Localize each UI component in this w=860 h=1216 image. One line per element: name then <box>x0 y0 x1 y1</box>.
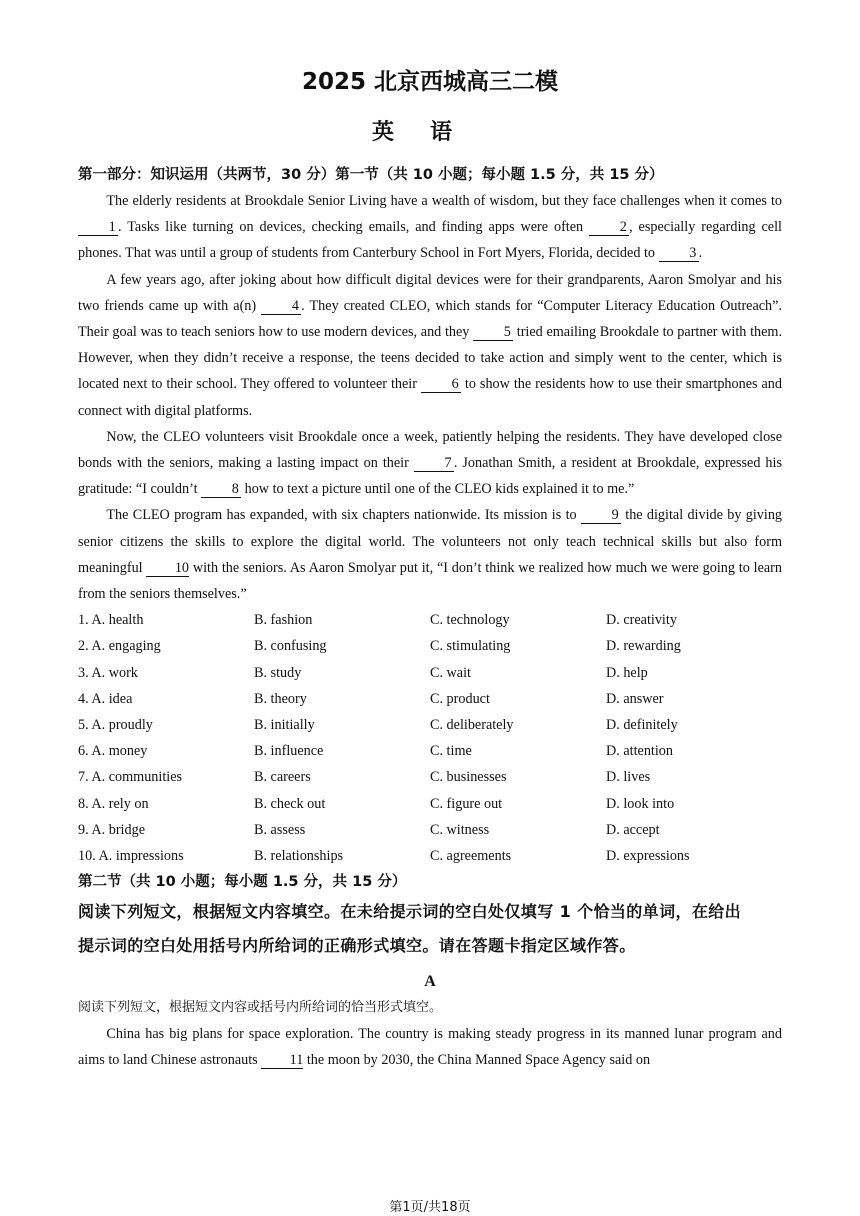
subject-title <box>78 116 782 150</box>
option-c: C. agreements <box>430 848 512 865</box>
option-b: B. fashion <box>254 612 313 629</box>
blank-3: 3 <box>659 245 699 262</box>
option-c: C. technology <box>430 612 510 629</box>
blank-10: 10 <box>146 560 189 577</box>
passage-paragraph-1: The elderly residents at Brookdale Senior Living have a wealth of wisdom, but they face challenges when it comes to 1 . Tasks like turning on devices, checking emails, and finding apps were often 2 , especially regarding cell phones. That was until a group of students from Canterbury School in Fort Myers, Florida, decided to 3 . <box>78 193 782 262</box>
option-a: 3. A. work <box>78 664 138 681</box>
option-b: B. relationships <box>254 848 344 865</box>
part2-heading: 第二节（共 10 小题；每小题 1.5 分，共 15 分） <box>78 874 407 891</box>
option-d: D. look into <box>606 795 675 812</box>
option-row <box>78 607 782 633</box>
option-row <box>78 791 782 817</box>
option-c: C. wait <box>430 664 471 681</box>
option-b: B. confusing <box>254 638 327 655</box>
option-a: 1. A. health <box>78 612 144 629</box>
option-d: D. rewarding <box>606 638 681 655</box>
option-b: B. initially <box>254 717 315 734</box>
option-d: D. definitely <box>606 717 678 734</box>
option-row <box>78 633 782 659</box>
option-a: 8. A. rely on <box>78 795 149 812</box>
option-b: B. study <box>254 664 302 681</box>
option-c: C. stimulating <box>430 638 511 655</box>
option-row <box>78 686 782 712</box>
option-d: D. expressions <box>606 848 690 865</box>
option-d: D. creativity <box>606 612 677 629</box>
option-a: 2. A. engaging <box>78 638 161 655</box>
option-a: 6. A. money <box>78 743 148 760</box>
option-row <box>78 817 782 843</box>
passage-paragraph-3: Now, the CLEO volunteers visit Brookdale once a week, patiently helping the residents. They have developed close bonds with the seniors, making a lasting impact on their 7 . Jonathan Smith, a resident at Brookdale, expressed his gratitude: “I couldn’t 8 how to text a picture until one of the CLEO kids explained it to me.” <box>78 428 782 498</box>
blank-8: 8 <box>201 481 241 498</box>
part2-instruction-line-1: 阅读下列短文，根据短文内容填空。在未给提示词的空白处仅填写 1 个恰当的单词，在给出 <box>78 902 742 922</box>
options-list <box>78 607 782 869</box>
option-a: 7. A. communities <box>78 769 183 786</box>
option-row <box>78 738 782 764</box>
blank-2: 2 <box>589 219 629 236</box>
subject-char-1: 英 <box>371 120 430 145</box>
blank-9: 9 <box>581 507 621 524</box>
option-c: C. deliberately <box>430 717 514 734</box>
option-c: C. product <box>430 690 490 707</box>
option-b: B. check out <box>254 795 326 812</box>
option-a: 5. A. proudly <box>78 717 153 734</box>
part2-instruction-line-2: 提示词的空白处用括号内所给词的正确形式填空。请在答题卡指定区域作答。 <box>78 936 636 956</box>
option-c: C. witness <box>430 821 490 838</box>
part1-heading: 第一部分：知识运用（共两节，30 分）第一节（共 10 小题；每小题 1.5 分，共 15 分） <box>78 167 664 183</box>
option-d: D. attention <box>606 743 673 760</box>
blank-4: 4 <box>261 298 301 315</box>
passage-paragraph-4: The CLEO program has expanded, with six chapters nationwide. Its mission is to 9 the digital divide by giving senior citizens the skills to explore the digital world. The volunteers not only teach technical skills but also form meaningful 10 with the seniors. As Aaron Smolyar put it, “I don’t think we realized how much we were going to learn from the seniors themselves.” <box>78 507 783 603</box>
option-d: D. help <box>606 664 648 681</box>
option-row <box>78 712 782 738</box>
option-a: 4. A. idea <box>78 690 133 707</box>
option-c: C. businesses <box>430 769 507 786</box>
option-a: 9. A. bridge <box>78 821 145 838</box>
blank-5: 5 <box>473 324 513 341</box>
document-title: 2025 北京西城高三二模 <box>301 69 559 95</box>
option-row <box>78 843 782 869</box>
passage-a-paragraph: China has big plans for space exploration. The country is making steady progress in its manned lunar program and aims to land Chinese astronauts 11 the moon by 2030, the China Manned Space Agency said on <box>78 1026 782 1069</box>
option-d: D. answer <box>606 690 664 707</box>
blank-6: 6 <box>421 376 461 393</box>
section-a-label: A <box>424 973 436 991</box>
option-d: D. accept <box>606 821 660 838</box>
blank-1: 1 <box>78 219 118 236</box>
option-b: B. careers <box>254 769 311 786</box>
option-c: C. time <box>430 743 472 760</box>
option-b: B. assess <box>254 821 306 838</box>
section-a-instruction: 阅读下列短文，根据短文内容或括号内所给词的恰当形式填空。 <box>78 1000 443 1016</box>
page-footer: 第1页/共18页 <box>389 1200 471 1215</box>
document-page <box>78 64 782 1074</box>
passage-paragraph-2: A few years ago, after joking about how difficult digital devices were for their grandparents, Aaron Smolyar and his two friends came up with a(n) 4 . They created CLEO, which stands for “Computer Literacy Education Outreach”. Their goal was to teach seniors how to use modern devices, and they 5 tried emailing Brookdale to partner with them. However, when they didn’t receive a response, the teens decided to take action and simply went to the center, which is located next to their school. They offered to volunteer their 6 to show the residents how to use their smartphones and connect with digital platforms. <box>78 271 782 419</box>
subject-char-2: 语 <box>430 120 489 145</box>
option-b: B. theory <box>254 690 307 707</box>
option-d: D. lives <box>606 769 651 786</box>
option-c: C. figure out <box>430 795 503 812</box>
blank-7: 7 <box>414 455 454 472</box>
blank-11: 11 <box>261 1052 303 1069</box>
option-a: 10. A. impressions <box>78 848 184 865</box>
option-row <box>78 764 782 790</box>
option-b: B. influence <box>254 743 324 760</box>
option-row <box>78 660 782 686</box>
